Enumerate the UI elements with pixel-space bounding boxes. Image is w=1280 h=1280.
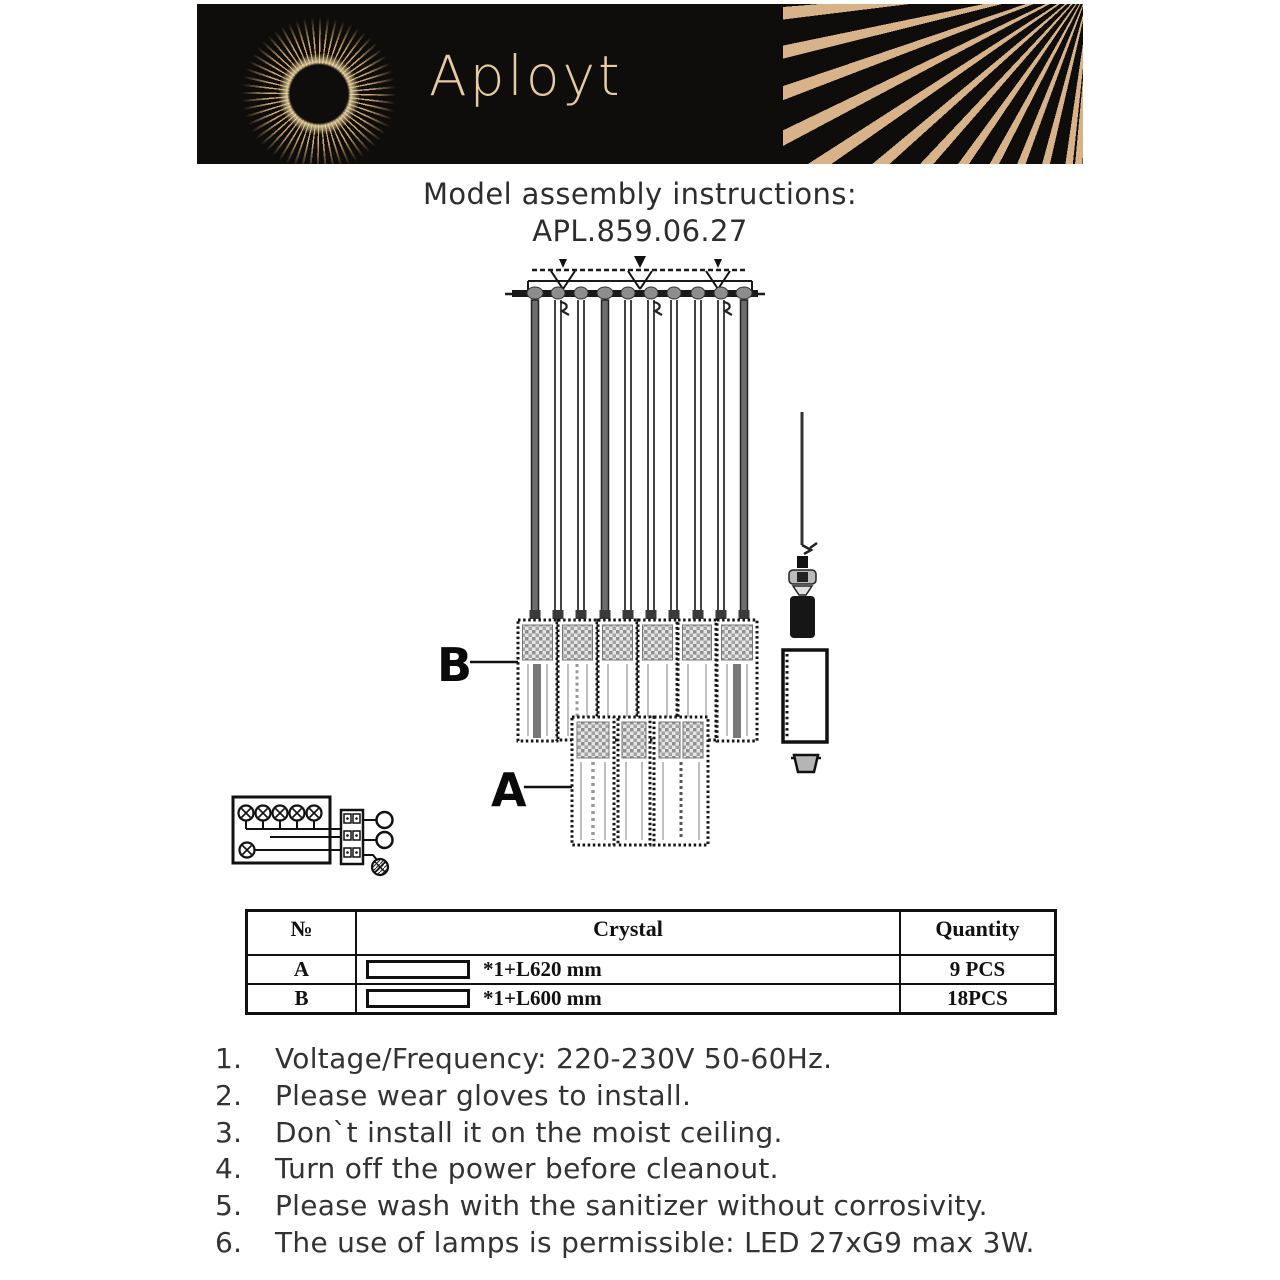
crystal-tier-a	[572, 717, 708, 845]
brand-name: Aployt	[429, 44, 623, 108]
brand-banner	[197, 4, 1083, 164]
sunburst-logo-icon	[239, 14, 399, 164]
item-text: Voltage/Frequency: 220-230V 50-60Hz.	[275, 1042, 833, 1075]
pendant-exploded-view	[783, 412, 827, 772]
item-text: Turn off the power before cleanout.	[275, 1152, 779, 1186]
assembly-diagram	[200, 255, 910, 905]
crystal-spec: *1+L600 mm	[483, 986, 602, 1010]
crystal-spec: *1+L620 mm	[483, 957, 602, 981]
instructions-list	[215, 1041, 1115, 1262]
item-number: 5.	[215, 1189, 243, 1223]
list-item	[215, 1188, 1115, 1225]
row-crystal	[357, 985, 901, 1012]
row-quantity: 9 PCS	[949, 957, 1006, 981]
gold-rays-decoration-icon	[783, 4, 1083, 164]
header-crystal: Crystal	[357, 912, 901, 954]
item-number: 6.	[215, 1225, 243, 1259]
item-text: The use of lamps is permissible: LED 27xG9 max 3W.	[275, 1225, 1035, 1259]
callout-b	[437, 638, 518, 692]
header-quantity: Quantity	[935, 916, 1020, 941]
item-number: 1.	[215, 1042, 243, 1075]
item-text: Please wear gloves to install.	[275, 1078, 692, 1112]
list-item	[215, 1225, 1115, 1262]
item-text: Don`t install it on the moist ceiling.	[275, 1115, 783, 1149]
suspension-rods	[527, 287, 752, 619]
table-row	[248, 954, 1054, 983]
list-item	[215, 1078, 1115, 1115]
item-text: Please wash with the sanitizer without corrosivity.	[275, 1189, 988, 1223]
title-line: Model assembly instructions:	[422, 177, 857, 211]
item-number: 4.	[215, 1152, 243, 1186]
item-number: 3.	[215, 1115, 243, 1149]
table-row	[248, 983, 1054, 1012]
crystal-length-icon	[366, 960, 470, 979]
list-item	[215, 1115, 1115, 1152]
list-item	[215, 1041, 1115, 1078]
row-no: A	[248, 956, 357, 983]
parts-table-header	[248, 912, 1054, 954]
item-number: 2.	[215, 1078, 243, 1112]
list-item	[215, 1151, 1115, 1188]
row-quantity: 18PCS	[947, 986, 1008, 1010]
label-a: A	[491, 763, 527, 817]
wiring-diagram	[233, 797, 393, 875]
parts-table	[245, 909, 1057, 1015]
label-b: B	[437, 638, 473, 692]
callout-a	[491, 763, 572, 817]
row-no: B	[248, 985, 357, 1012]
crystal-length-icon	[366, 989, 470, 1008]
row-crystal	[357, 956, 901, 983]
header-no: №	[248, 912, 357, 954]
page-title	[0, 176, 1280, 250]
model-number: APL.859.06.27	[532, 214, 748, 248]
